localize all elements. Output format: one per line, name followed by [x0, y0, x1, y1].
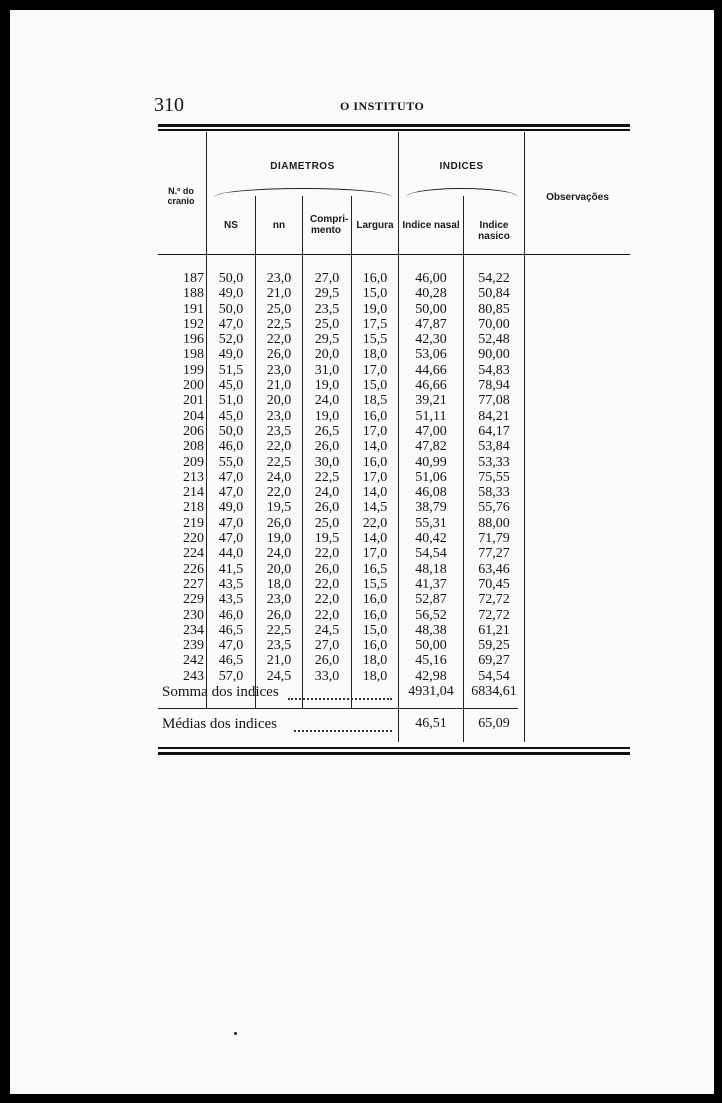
table-row: [158, 531, 630, 546]
cell-nn: 24,0: [266, 469, 292, 485]
cell-cranio: 206: [183, 423, 204, 439]
cell-indice-nasal: 44,66: [415, 362, 447, 378]
cell-largura: 15,5: [362, 332, 388, 348]
cell-indice-nasal: 47,00: [415, 423, 447, 439]
cell-nn: 23,5: [266, 638, 292, 654]
cell-comprimento: 24,0: [314, 393, 340, 409]
cell-ns: 47,0: [218, 316, 244, 332]
cell-cranio: 188: [183, 286, 204, 302]
cell-indice-nasal: 47,82: [415, 439, 447, 455]
cell-cranio: 219: [183, 515, 204, 531]
cell-nn: 23,0: [266, 271, 292, 286]
table-row: [158, 592, 630, 607]
cell-cranio: 230: [183, 607, 204, 623]
table-row: [158, 516, 630, 531]
somma-row: [158, 684, 630, 708]
cell-indice-nasico: 63,46: [478, 561, 510, 577]
cell-nn: 23,0: [266, 592, 292, 608]
cell-indice-nasal: 50,00: [415, 638, 447, 654]
table-row: [158, 577, 630, 592]
cell-ns: 47,0: [218, 531, 244, 547]
cell-largura: 14,0: [362, 531, 388, 547]
cell-nn: 22,0: [266, 332, 292, 348]
cell-largura: 18,5: [362, 393, 388, 409]
cell-ns: 43,5: [218, 576, 244, 592]
cell-largura: 16,0: [362, 638, 388, 654]
cell-comprimento: 29,5: [314, 286, 340, 302]
cell-comprimento: 31,0: [314, 362, 340, 378]
cell-comprimento: 19,0: [314, 408, 340, 424]
col-header-indice-nasico: Indice nasico: [478, 220, 510, 242]
table-row: [158, 623, 630, 638]
cell-largura: 17,5: [362, 316, 388, 332]
cell-ns: 46,5: [218, 622, 244, 638]
cell-indice-nasico: 54,54: [478, 668, 510, 684]
cell-nn: 22,5: [266, 316, 292, 332]
cell-largura: 18,0: [362, 653, 388, 669]
cell-indice-nasico: 75,55: [478, 469, 510, 485]
cell-indice-nasal: 40,99: [415, 454, 447, 470]
cell-nn: 21,0: [266, 378, 292, 394]
cell-comprimento: 27,0: [314, 638, 340, 654]
cell-ns: 55,0: [218, 454, 244, 470]
cell-cranio: 214: [183, 485, 204, 501]
cell-cranio: 213: [183, 469, 204, 485]
cell-indice-nasico: 72,72: [478, 607, 510, 623]
cell-comprimento: 30,0: [314, 454, 340, 470]
cell-largura: 17,0: [362, 362, 388, 378]
table-row: [158, 393, 630, 408]
cell-comprimento: 26,0: [314, 439, 340, 455]
cell-cranio: 196: [183, 332, 204, 348]
cell-ns: 47,0: [218, 469, 244, 485]
cell-largura: 19,0: [362, 301, 388, 317]
page: [10, 10, 714, 1094]
header-rule: [158, 254, 630, 255]
leader-dots: [294, 720, 392, 732]
cell-indice-nasico: 64,17: [478, 423, 510, 439]
cell-indice-nasal: 48,38: [415, 622, 447, 638]
cell-cranio: 201: [183, 393, 204, 409]
cell-ns: 49,0: [218, 347, 244, 363]
cell-ns: 52,0: [218, 332, 244, 348]
table-bottom-rule: [158, 747, 630, 749]
cell-comprimento: 26,0: [314, 653, 340, 669]
cell-indice-nasico: 52,48: [478, 332, 510, 348]
cell-cranio: 243: [183, 668, 204, 684]
cell-comprimento: 25,0: [314, 316, 340, 332]
cell-comprimento: 22,0: [314, 546, 340, 562]
cell-indice-nasal: 38,79: [415, 500, 447, 516]
cell-indice-nasico: 53,84: [478, 439, 510, 455]
cell-ns: 50,0: [218, 301, 244, 317]
somma-nasal: 4931,04: [408, 684, 454, 699]
cell-ns: 46,0: [218, 607, 244, 623]
cell-cranio: 200: [183, 378, 204, 394]
cell-indice-nasico: 70,00: [478, 316, 510, 332]
cell-ns: 51,5: [218, 362, 244, 378]
cell-ns: 51,0: [218, 393, 244, 409]
table-row: [158, 409, 630, 424]
cell-ns: 46,5: [218, 653, 244, 669]
cell-indice-nasico: 78,94: [478, 378, 510, 394]
table-body: [158, 271, 630, 684]
cell-nn: 25,0: [266, 301, 292, 317]
medias-nasal: 46,51: [415, 716, 447, 731]
cell-largura: 17,0: [362, 469, 388, 485]
group-header-indices: INDICES: [439, 161, 484, 172]
cell-indice-nasal: 52,87: [415, 592, 447, 608]
col-header-craneo: N.º do cranio: [167, 186, 195, 206]
table-row: [158, 546, 630, 561]
cell-cranio: 226: [183, 561, 204, 577]
cell-indice-nasico: 80,85: [478, 301, 510, 317]
table-row: [158, 485, 630, 500]
cell-comprimento: 22,5: [314, 469, 340, 485]
cell-indice-nasico: 77,08: [478, 393, 510, 409]
indices-brace: [406, 188, 518, 197]
cell-ns: 57,0: [218, 668, 244, 684]
cell-cranio: 242: [183, 653, 204, 669]
table-top-rule: [158, 124, 630, 127]
cell-comprimento: 22,0: [314, 576, 340, 592]
cell-nn: 20,0: [266, 561, 292, 577]
cell-nn: 21,0: [266, 653, 292, 669]
diametros-brace: [214, 188, 392, 197]
cell-nn: 18,0: [266, 576, 292, 592]
group-header-diametros: DIAMETROS: [270, 161, 335, 172]
cell-comprimento: 26,0: [314, 561, 340, 577]
cell-cranio: 191: [183, 301, 204, 317]
cell-largura: 18,0: [362, 347, 388, 363]
cell-indice-nasal: 46,00: [415, 271, 447, 286]
cell-comprimento: 22,0: [314, 592, 340, 608]
cell-nn: 21,0: [266, 286, 292, 302]
cell-indice-nasal: 53,06: [415, 347, 447, 363]
cell-cranio: 198: [183, 347, 204, 363]
cell-nn: 19,5: [266, 500, 292, 516]
cell-largura: 17,0: [362, 423, 388, 439]
cell-indice-nasal: 51,06: [415, 469, 447, 485]
table-row: [158, 455, 630, 470]
medias-nasico: 65,09: [478, 716, 510, 731]
cell-ns: 41,5: [218, 561, 244, 577]
cell-largura: 14,0: [362, 439, 388, 455]
cell-indice-nasal: 40,28: [415, 286, 447, 302]
cell-comprimento: 24,5: [314, 622, 340, 638]
cell-largura: 22,0: [362, 515, 388, 531]
cell-indice-nasal: 56,52: [415, 607, 447, 623]
cell-indice-nasico: 54,22: [478, 271, 510, 286]
page-number: 310: [154, 94, 184, 116]
stray-mark: [234, 1032, 237, 1035]
cell-indice-nasico: 50,84: [478, 286, 510, 302]
table-row: [158, 562, 630, 577]
cell-comprimento: 29,5: [314, 332, 340, 348]
table-row: [158, 653, 630, 668]
table-row: [158, 424, 630, 439]
cell-largura: 15,0: [362, 286, 388, 302]
cell-indice-nasal: 42,98: [415, 668, 447, 684]
cell-ns: 47,0: [218, 515, 244, 531]
cell-indice-nasico: 90,00: [478, 347, 510, 363]
cell-nn: 22,5: [266, 622, 292, 638]
cell-cranio: 229: [183, 592, 204, 608]
cell-largura: 15,5: [362, 576, 388, 592]
col-header-ns: NS: [224, 220, 238, 231]
cell-comprimento: 27,0: [314, 271, 340, 286]
cell-cranio: 239: [183, 638, 204, 654]
table-top-rule-inner: [158, 129, 630, 131]
cell-indice-nasal: 45,16: [415, 653, 447, 669]
cell-nn: 26,0: [266, 347, 292, 363]
cell-indice-nasico: 70,45: [478, 576, 510, 592]
cell-ns: 47,0: [218, 485, 244, 501]
cell-comprimento: 26,5: [314, 423, 340, 439]
cell-comprimento: 26,0: [314, 500, 340, 516]
cell-indice-nasico: 55,76: [478, 500, 510, 516]
cell-largura: 16,0: [362, 271, 388, 286]
cell-ns: 45,0: [218, 408, 244, 424]
col-header-observacoes: Observações: [546, 192, 609, 203]
cell-indice-nasal: 55,31: [415, 515, 447, 531]
cell-cranio: 192: [183, 316, 204, 332]
cell-nn: 23,5: [266, 423, 292, 439]
cell-indice-nasal: 41,37: [415, 576, 447, 592]
cell-nn: 24,5: [266, 668, 292, 684]
table-row: [158, 378, 630, 393]
cell-indice-nasico: 69,27: [478, 653, 510, 669]
cell-indice-nasico: 71,79: [478, 531, 510, 547]
cell-indice-nasico: 54,83: [478, 362, 510, 378]
cell-ns: 50,0: [218, 271, 244, 286]
cell-largura: 15,0: [362, 622, 388, 638]
cell-cranio: 220: [183, 531, 204, 547]
cell-nn: 24,0: [266, 546, 292, 562]
cell-comprimento: 19,0: [314, 378, 340, 394]
cell-ns: 50,0: [218, 423, 244, 439]
cell-largura: 16,5: [362, 561, 388, 577]
table-row: [158, 286, 630, 301]
cell-cranio: 234: [183, 622, 204, 638]
cell-nn: 23,0: [266, 408, 292, 424]
somma-label: Somma dos indices: [162, 684, 279, 700]
cell-nn: 22,0: [266, 439, 292, 455]
cell-indice-nasal: 51,11: [415, 408, 447, 424]
running-title: O INSTITUTO: [340, 99, 425, 113]
cell-largura: 18,0: [362, 668, 388, 684]
cell-indice-nasal: 42,30: [415, 332, 447, 348]
cell-comprimento: 23,5: [314, 301, 340, 317]
table-row: [158, 271, 630, 286]
cell-largura: 14,5: [362, 500, 388, 516]
col-header-largura: Largura: [356, 220, 394, 231]
cell-indice-nasal: 40,42: [415, 531, 447, 547]
cell-cranio: 199: [183, 362, 204, 378]
cell-cranio: 218: [183, 500, 204, 516]
cell-cranio: 187: [183, 271, 204, 286]
cell-ns: 43,5: [218, 592, 244, 608]
table-row: [158, 669, 630, 684]
cell-indice-nasico: 58,33: [478, 485, 510, 501]
cell-cranio: 224: [183, 546, 204, 562]
table-row: [158, 500, 630, 515]
table-row: [158, 470, 630, 485]
cell-nn: 19,0: [266, 531, 292, 547]
cell-comprimento: 24,0: [314, 485, 340, 501]
table-row: [158, 332, 630, 347]
cell-comprimento: 19,5: [314, 531, 340, 547]
cell-ns: 49,0: [218, 286, 244, 302]
cell-largura: 14,0: [362, 485, 388, 501]
cell-indice-nasico: 84,21: [478, 408, 510, 424]
cell-nn: 22,5: [266, 454, 292, 470]
cell-indice-nasal: 39,21: [415, 393, 447, 409]
cell-largura: 16,0: [362, 454, 388, 470]
cell-ns: 46,0: [218, 439, 244, 455]
cell-cranio: 227: [183, 576, 204, 592]
cell-cranio: 208: [183, 439, 204, 455]
cell-nn: 23,0: [266, 362, 292, 378]
cell-indice-nasal: 48,18: [415, 561, 447, 577]
cell-indice-nasal: 50,00: [415, 301, 447, 317]
cell-largura: 17,0: [362, 546, 388, 562]
table-row: [158, 317, 630, 332]
cell-comprimento: 22,0: [314, 607, 340, 623]
cell-cranio: 209: [183, 454, 204, 470]
cell-cranio: 204: [183, 408, 204, 424]
medias-label: Médias dos indices: [162, 716, 277, 732]
cell-nn: 26,0: [266, 515, 292, 531]
cell-largura: 15,0: [362, 378, 388, 394]
table-row: [158, 638, 630, 653]
table-row: [158, 608, 630, 623]
somma-nasico: 6834,61: [471, 684, 517, 699]
cell-ns: 44,0: [218, 546, 244, 562]
cell-indice-nasal: 46,08: [415, 485, 447, 501]
cell-indice-nasal: 47,87: [415, 316, 447, 332]
col-header-nn: nn: [272, 220, 286, 231]
cell-comprimento: 25,0: [314, 515, 340, 531]
cell-comprimento: 33,0: [314, 668, 340, 684]
cell-indice-nasico: 88,00: [478, 515, 510, 531]
cell-largura: 16,0: [362, 408, 388, 424]
table-row: [158, 363, 630, 378]
cell-indice-nasico: 72,72: [478, 592, 510, 608]
cell-ns: 47,0: [218, 638, 244, 654]
cell-indice-nasico: 77,27: [478, 546, 510, 562]
cell-indice-nasal: 54,54: [415, 546, 447, 562]
table-bottom-rule-outer: [158, 752, 630, 755]
table-row: [158, 302, 630, 317]
col-header-indice-nasal: Indice nasal: [402, 220, 460, 231]
cell-comprimento: 20,0: [314, 347, 340, 363]
cell-nn: 22,0: [266, 485, 292, 501]
table-row: [158, 439, 630, 454]
cell-largura: 16,0: [362, 592, 388, 608]
cell-largura: 16,0: [362, 607, 388, 623]
running-head: [10, 94, 714, 114]
cell-nn: 26,0: [266, 607, 292, 623]
cell-indice-nasico: 59,25: [478, 638, 510, 654]
col-header-comprimento: Compri- mento: [310, 214, 349, 236]
cell-nn: 20,0: [266, 393, 292, 409]
cell-indice-nasico: 61,21: [478, 622, 510, 638]
cell-ns: 49,0: [218, 500, 244, 516]
leader-dots: [288, 688, 392, 700]
somma-rule: [158, 708, 518, 709]
cell-indice-nasal: 46,66: [415, 378, 447, 394]
medias-row: [158, 716, 630, 740]
cell-indice-nasico: 53,33: [478, 454, 510, 470]
cell-ns: 45,0: [218, 378, 244, 394]
table-row: [158, 347, 630, 362]
